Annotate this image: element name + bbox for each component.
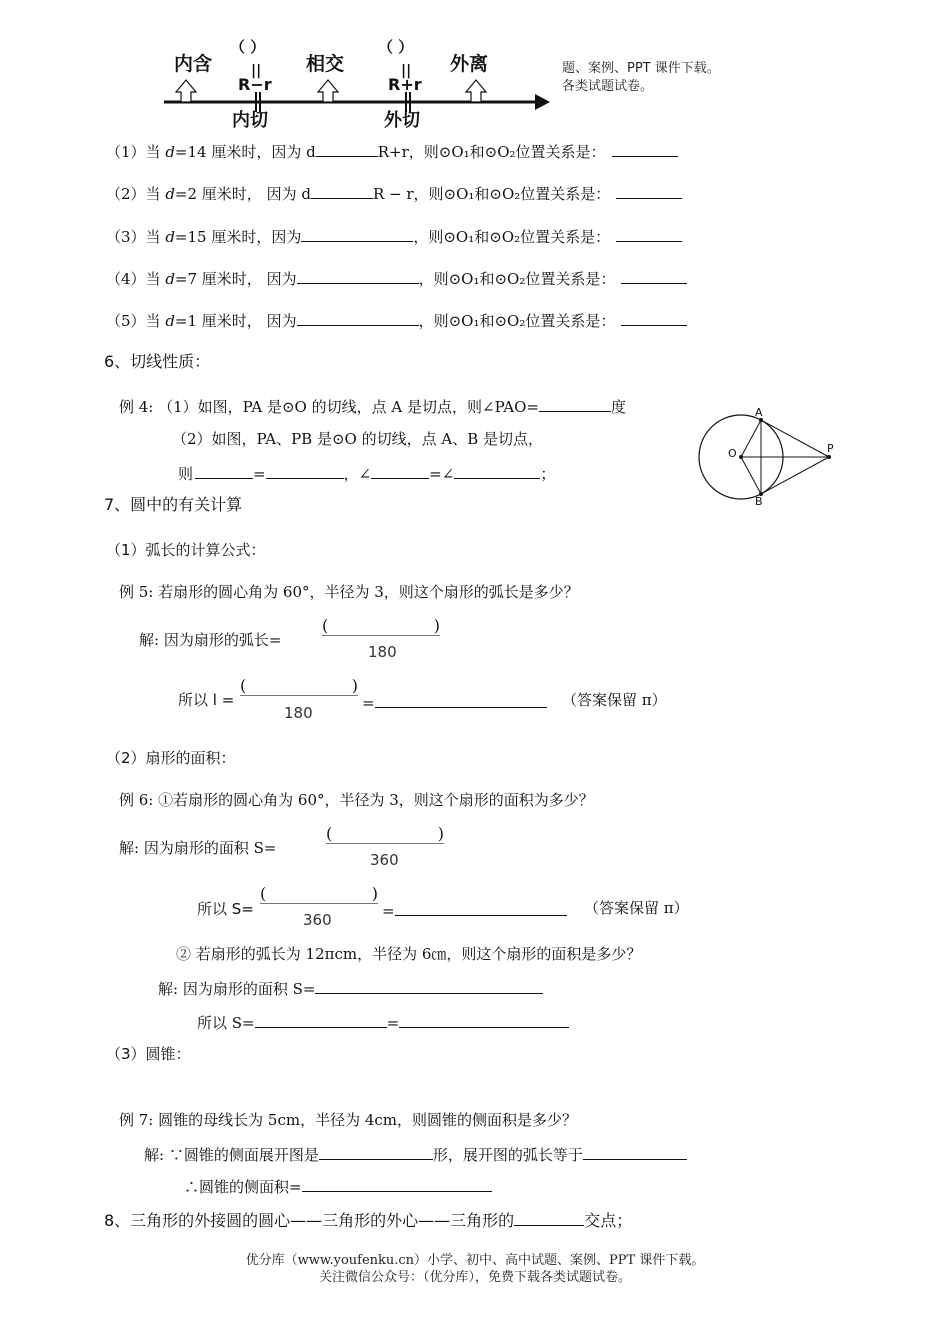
q5-row-2: （2）当 d=2 厘米时， 因为 d R − r，则⊙O₁和⊙O₂位置关系是： xyxy=(106,183,682,204)
segment-oa xyxy=(741,420,761,457)
answer-blank[interactable] xyxy=(395,900,567,916)
example-6-part2-solution: 解: 因为扇形的面积 S= xyxy=(158,978,543,999)
segment-ob xyxy=(741,457,761,494)
answer-blank[interactable] xyxy=(539,396,611,412)
header-line-1: 题、案例、PPT 课件下载。 xyxy=(562,61,720,76)
answer-blank[interactable] xyxy=(371,463,429,479)
section-7-sub1: （1）弧长的计算公式： xyxy=(106,541,266,559)
label-waiqie: 外切 xyxy=(384,110,420,131)
fraction-numerator[interactable]: ( ) xyxy=(326,824,444,843)
fraction-numerator[interactable]: ( ) xyxy=(240,676,358,695)
point-label-b: B xyxy=(755,495,763,508)
up-arrow-icon xyxy=(318,80,338,102)
up-arrow-icon xyxy=(176,80,196,102)
answer-blank[interactable] xyxy=(266,463,344,479)
example-6-solution: 解: 因为扇形的面积 S= xyxy=(119,839,277,857)
example-6-note: （答案保留 π） xyxy=(584,899,689,917)
footer-line-2: 关注微信公众号：（优分库），免费下载各类试题试卷。 xyxy=(318,1270,631,1285)
answer-blank[interactable] xyxy=(297,268,419,284)
example-5-solution: 解: 因为扇形的弧长= xyxy=(139,631,282,649)
example-7: 例 7: 圆锥的母线长为 5cm，半径为 4cm，则圆锥的侧面积是多少？ xyxy=(119,1111,578,1129)
label-r-minus: R−r xyxy=(238,75,272,94)
tangent-pa xyxy=(761,420,829,457)
answer-blank[interactable] xyxy=(454,463,540,479)
label-xiangjiao: 相交 xyxy=(306,53,345,75)
answer-blank[interactable] xyxy=(583,1144,687,1160)
example-5-so: 所以 l = xyxy=(178,691,235,709)
fraction-denominator: 360 xyxy=(303,911,332,929)
example-6-part2-so: 所以 S= = xyxy=(197,1012,569,1033)
answer-blank[interactable] xyxy=(316,141,378,157)
label-neiqie: 内切 xyxy=(232,110,268,131)
point-label-a: A xyxy=(755,406,763,419)
tangent-figure xyxy=(694,404,844,514)
answer-blank[interactable] xyxy=(399,1012,569,1028)
example-5-note: （答案保留 π） xyxy=(562,691,667,709)
footer-line-1: 优分库（www.youfenku.cn）小学、初中、高中试题、案例、PPT 课件下载。 xyxy=(245,1253,705,1268)
section-7-sub3: （3）圆锥： xyxy=(106,1045,191,1063)
answer-blank[interactable] xyxy=(375,692,547,708)
answer-blank[interactable] xyxy=(195,463,253,479)
label-neihan: 内含 xyxy=(174,53,213,75)
section-7-sub2: （2）扇形的面积： xyxy=(106,749,236,767)
example-7-solution: 解: ∵圆锥的侧面展开图是 形，展开图的弧长等于 xyxy=(144,1144,687,1165)
up-arrow-icon xyxy=(466,80,486,102)
fraction-numerator[interactable]: ( ) xyxy=(322,616,440,635)
paren-right: （ ） xyxy=(378,38,414,56)
example-5: 例 5: 若扇形的圆心角为 60°，半径为 3，则这个扇形的弧长是多少？ xyxy=(119,583,579,601)
section-8: 8、三角形的外接圆的圆心——三角形的外心——三角形的 交点； xyxy=(104,1211,633,1230)
q5-row-1: （1）当 d=14 厘米时，因为 d R+r，则⊙O₁和⊙O₂位置关系是： xyxy=(106,141,678,162)
fraction-denominator: 360 xyxy=(370,851,399,869)
answer-blank[interactable] xyxy=(255,1012,387,1028)
number-line-arrowhead xyxy=(535,94,550,110)
q5-row-4: （4）当 d=7 厘米时， 因为 ，则⊙O₁和⊙O₂位置关系是： xyxy=(106,268,687,289)
answer-blank[interactable] xyxy=(319,1144,433,1160)
fraction-denominator: 180 xyxy=(284,704,313,722)
example-6-result: = xyxy=(382,900,567,921)
section-7-heading: 7、圆中的有关计算 xyxy=(104,495,243,514)
example-6: 例 6: ①若扇形的圆心角为 60°，半径为 3，则这个扇形的面积为多少？ xyxy=(119,791,594,809)
label-waili: 外离 xyxy=(450,53,489,75)
example-4-c: 则 = ，∠ =∠ ； xyxy=(178,465,556,483)
header-line-2: 各类试题试卷。 xyxy=(562,79,654,94)
tangent-pb xyxy=(761,457,829,494)
answer-blank[interactable] xyxy=(621,310,687,326)
example-6-part2: ② 若扇形的弧长为 12πcm，半径为 6㎝，则这个扇形的面积是多少？ xyxy=(176,945,642,963)
answer-blank[interactable] xyxy=(311,183,373,199)
label-r-plus: R+r xyxy=(388,75,422,94)
paren-left: （ ） xyxy=(230,38,266,56)
eq-mark-right: || xyxy=(401,63,412,79)
example-7-result: ∴圆锥的侧面积= xyxy=(184,1176,492,1197)
example-5-result: = xyxy=(362,692,547,713)
section-6-heading: 6、切线性质： xyxy=(104,352,211,371)
answer-blank[interactable] xyxy=(621,268,687,284)
point-label-p: P xyxy=(827,442,834,455)
example-6-so: 所以 S= xyxy=(197,900,254,918)
q5-row-5: （5）当 d=1 厘米时， 因为 ，则⊙O₁和⊙O₂位置关系是： xyxy=(106,310,687,331)
answer-blank[interactable] xyxy=(616,183,682,199)
answer-blank[interactable] xyxy=(301,226,413,242)
answer-blank[interactable] xyxy=(612,141,678,157)
q5-row-3: （3）当 d=15 厘米时，因为 ，则⊙O₁和⊙O₂位置关系是： xyxy=(106,226,682,247)
answer-blank[interactable] xyxy=(297,310,419,326)
example-4-b: （2）如图，PA、PB 是⊙O 的切线，点 A、B 是切点， xyxy=(172,430,544,448)
answer-blank[interactable] xyxy=(315,978,543,994)
example-4-a: 例 4: （1）如图，PA 是⊙O 的切线，点 A 是切点，则∠PAO= 度 xyxy=(119,398,626,416)
fraction-numerator[interactable]: ( ) xyxy=(260,884,378,903)
answer-blank[interactable] xyxy=(302,1176,492,1192)
fraction-denominator: 180 xyxy=(368,643,397,661)
answer-blank[interactable] xyxy=(616,226,682,242)
eq-mark-left: || xyxy=(251,63,262,79)
answer-blank[interactable] xyxy=(514,1210,584,1226)
point-label-o: O xyxy=(728,447,737,460)
